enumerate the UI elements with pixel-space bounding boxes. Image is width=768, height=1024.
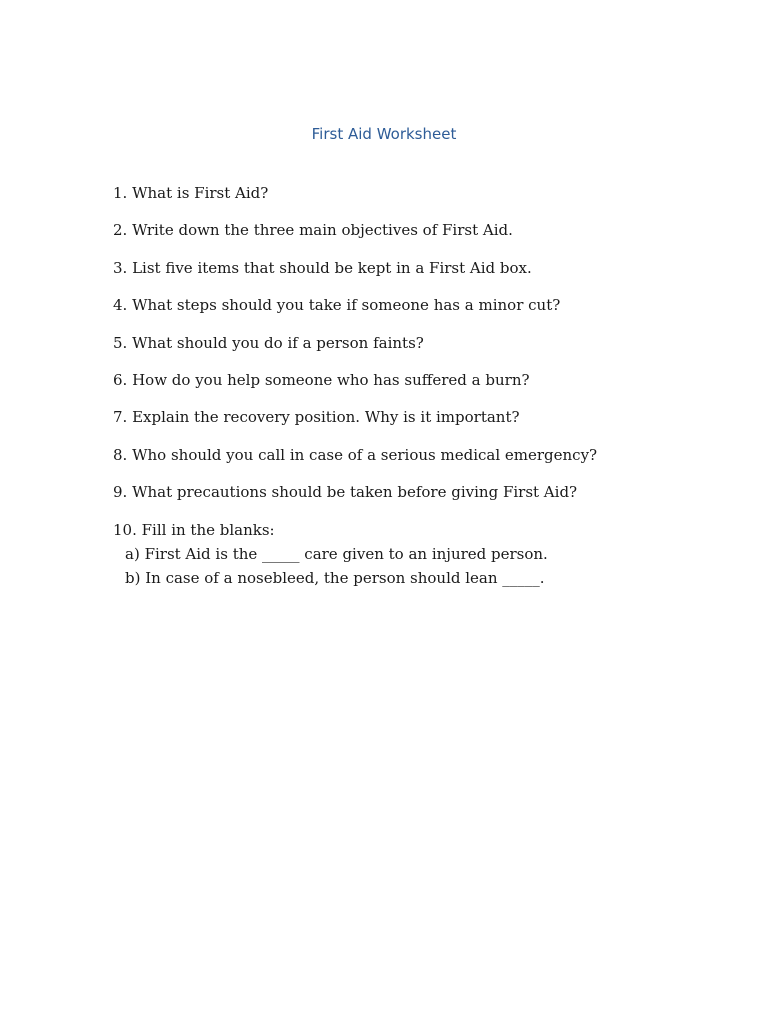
question-item-7: 7. Explain the recovery position. Why is it important?	[113, 408, 520, 427]
worksheet-title: First Aid Worksheet	[311, 125, 457, 143]
question-item-4: 4. What steps should you take if someone has a minor cut?	[113, 296, 561, 315]
question-item-8: 8. Who should you call in case of a serious medical emergency?	[113, 445, 598, 464]
fill-in-blank-a: a) First Aid is the _____ care given to an injured person.	[125, 544, 548, 563]
question-item-3: 3. List five items that should be kept in a First Aid box.	[113, 258, 532, 277]
question-list	[113, 183, 733, 592]
question-item-10	[113, 520, 733, 588]
fill-in-blank-b: b) In case of a nosebleed, the person should lean _____.	[125, 568, 545, 587]
question-item-6: 6. How do you help someone who has suffered a burn?	[113, 370, 530, 389]
question-item-2: 2. Write down the three main objectives of First Aid.	[113, 221, 513, 240]
question-item-5: 5. What should you do if a person faints?	[113, 333, 424, 352]
question-item-9: 9. What precautions should be taken before giving First Aid?	[113, 483, 578, 502]
question-item-1: 1. What is First Aid?	[113, 184, 269, 202]
question-10-text: 10. Fill in the blanks:	[113, 520, 275, 539]
fill-in-blanks-list	[125, 544, 733, 588]
